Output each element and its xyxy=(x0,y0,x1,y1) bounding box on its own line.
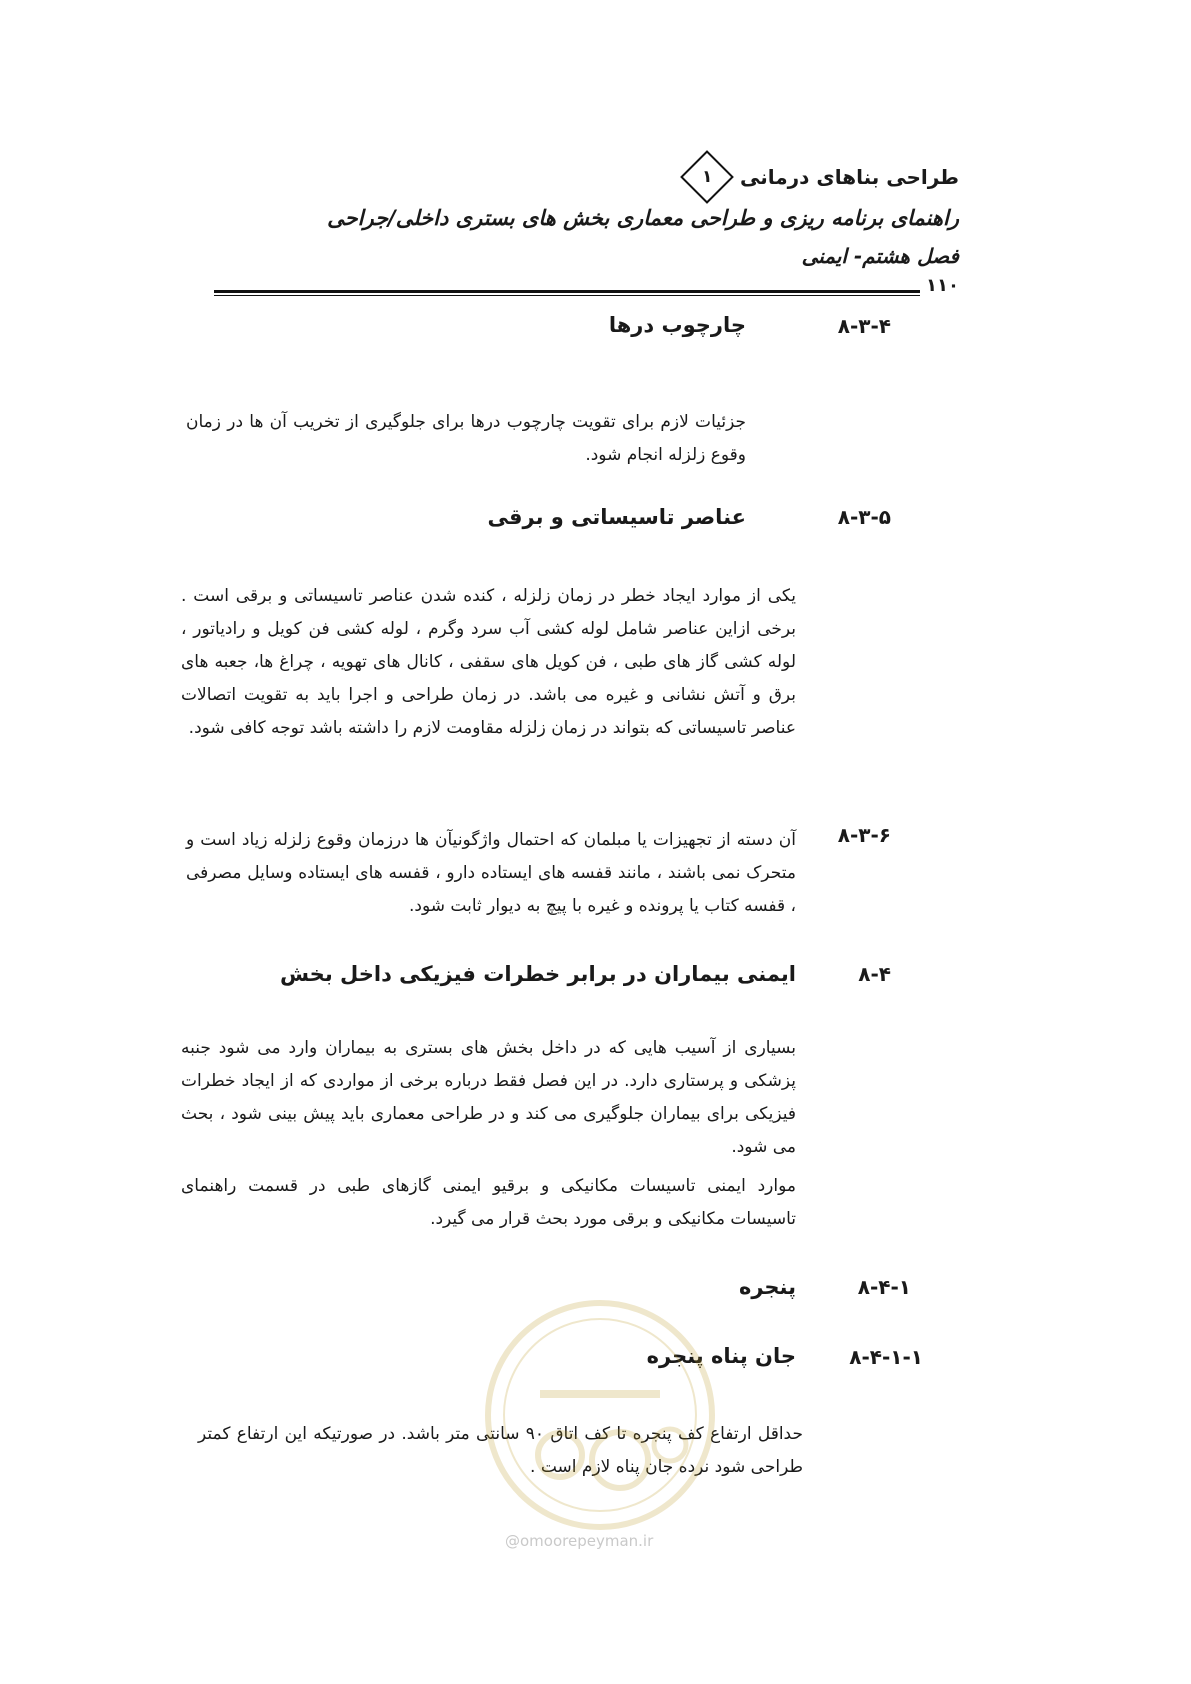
header-rule xyxy=(214,290,932,296)
volume-number: ۱ xyxy=(701,167,713,188)
watermark-site: @omoorepeyman.ir xyxy=(505,1532,654,1550)
running-header xyxy=(688,158,959,196)
volume-badge xyxy=(680,150,734,204)
section-number: ۸-۳-۵ xyxy=(837,505,891,529)
section-paragraph: یکی از موارد ایجاد خطر در زمان زلزله ، کنده شدن عناصر تاسیساتی و برقی است . برخی ازاین عناصر شامل لوله کشی آب سرد وگرم ، لوله کشی فن کویل و رادیاتور ، لوله کشی گاز های طبی ، فن کویل های سقفی ، کانال های تهویه ، چراغ ها، جعبه های برق و آتش نشانی و غیره می باشد. در زمان طراحی و اجرا باید به تقویت اتصالات عناصر تاسیساتی که بتواند در زمان زلزله مقاومت لازم را داشته باشد توجه کافی شود. xyxy=(181,586,796,738)
section-number: ۸-۴ xyxy=(858,962,891,986)
section-number: ۸-۳-۶ xyxy=(837,823,891,847)
section-title: عناصر تاسیساتی و برقی xyxy=(487,505,746,529)
section-paragraph: موارد ایمنی تاسیسات مکانیکی و برقیو ایمنی گازهای طبی در قسمت راهنمای تاسیسات مکانیکی و برقی مورد بحث قرار می گیرد. xyxy=(181,1176,796,1229)
section-number: ۸-۳-۴ xyxy=(837,314,891,338)
section-paragraph: حداقل ارتفاع کف پنجره تا کف اتاق ۹۰ سانتی متر باشد. در صورتیکه این ارتفاع کمتر طراحی شود نرده جان پناه لازم است . xyxy=(198,1424,803,1477)
section-number: ۸-۴-۱ xyxy=(857,1275,911,1299)
section-title: جان پناه پنجره xyxy=(646,1344,796,1368)
book-title: طراحی بناهای درمانی xyxy=(739,165,959,189)
section-title: پنجره xyxy=(738,1275,796,1299)
book-subtitle: راهنمای برنامه ریزی و طراحی معماری بخش های بستری داخلی/جراحی xyxy=(327,206,959,230)
section-paragraph: بسیاری از آسیب هایی که در داخل بخش های بستری به بیماران وارد می شود جنبه پزشکی و پرستاری دارد. در این فصل فقط درباره برخی از مواردی که از ایجاد خطرات فیزیکی برای بیماران جلوگیری می کند و در طراحی معماری باید پیش بینی شود ، بحث می شود. xyxy=(181,1038,796,1157)
section-title: ایمنی بیماران در برابر خطرات فیزیکی داخل بخش xyxy=(280,962,796,986)
section-number: ۸-۴-۱-۱ xyxy=(849,1345,923,1369)
chapter-title: فصل هشتم- ایمنی xyxy=(801,244,959,268)
section-paragraph: جزئیات لازم برای تقویت چارچوب درها برای جلوگیری از تخریب آن ها در زمان وقوع زلزله انجام شود. xyxy=(186,412,746,465)
section-paragraph: آن دسته از تجهیزات یا مبلمان که احتمال واژگونیآن ها درزمان وقوع زلزله زیاد است و متحرک نمی باشند ، مانند قفسه های ایستاده دارو ، قفسه های ایستاده وسایل مصرفی ، قفسه کتاب یا پرونده و غیره با پیچ به دیوار ثابت شود. xyxy=(186,830,796,916)
watermark-logo xyxy=(480,1295,720,1535)
section-title: چارچوب درها xyxy=(608,313,746,337)
page-number: ۱۱۰ xyxy=(920,275,959,296)
